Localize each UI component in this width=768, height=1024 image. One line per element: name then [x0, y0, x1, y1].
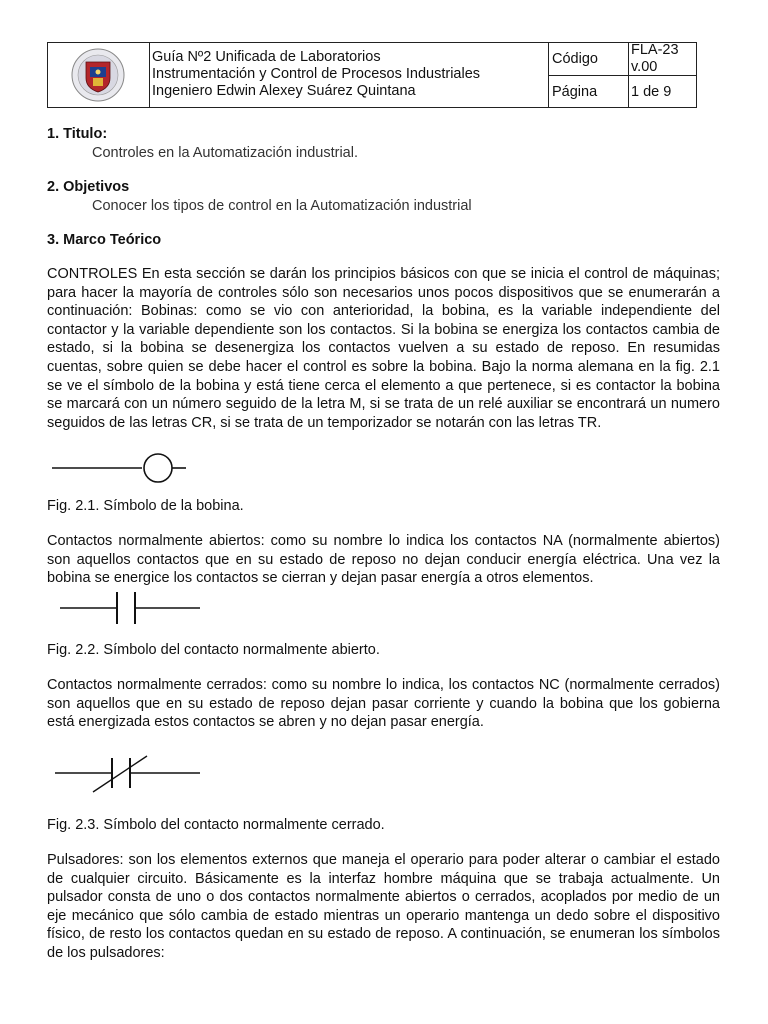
section-1-text: Controles en la Automatización industrial. — [92, 145, 358, 161]
page-label: Página — [552, 84, 598, 100]
paragraph-contactos-nc: Contactos normalmente cerrados: como su nombre lo indica, los contactos NC (normalmente cerrados) son aquellos que en su estado de reposo dejan pasar corriente y cuando la bobina que los gobierna está energizada estos contactos se abren y no dejan pasar energía. — [47, 677, 720, 731]
section-2-heading: 2. Objetivos — [47, 179, 130, 195]
figure-2-1-caption: Fig. 2.1. Símbolo de la bobina. — [47, 498, 244, 514]
figure-2-2-caption: Fig. 2.2. Símbolo del contacto normalmente abierto. — [47, 642, 380, 658]
page-value: 1 de 9 — [631, 84, 672, 100]
header-line-guide: Guía Nº2 Unificada de Laboratorios — [152, 49, 381, 65]
header-table — [47, 42, 697, 108]
code-value-line1: FLA-23 — [631, 42, 679, 58]
section-1-heading: 1. Titulo: — [47, 126, 108, 142]
figure-2-3-caption: Fig. 2.3. Símbolo del contacto normalmente cerrado. — [47, 817, 385, 833]
paragraph-contactos-na: Contactos normalmente abiertos: como su nombre lo indica los contactos NA (normalmente abiertos) son aquellos contactos que en su estado de reposo no dejan conducir energía eléctrica. Una vez la bobina se energice los contactos se cierran y dejan pasar energía a otros elementos. — [47, 533, 720, 587]
paragraph-controles: CONTROLES En esta sección se darán los principios básicos con que se inicia el control de máquinas; para hacer la mayoría de controles sólo son necesarios unos pocos dispositivos que se enumerarán a continuación: Bobinas: como se vio con anterioridad, la bobina, es la variable independiente del contactor y la variable dependiente son los contactos. Si la bobina se energiza los contactos cambia de estado, si la bobina se desenergiza los contactos vuelven a su estado de reposo. En resumidas cuentas, sobre quien se debe hacer el control es sobre la bobina. Bajo la norma alemana en la fig. 2.1 se ve el símbolo de la bobina y está tiene cerca el elemento a que pertenece, si es contactor la bobina se marcará con un número seguido de la letra M, si se trata de un relé auxiliar se encontrará un numero seguidos de las letras CR, si se trata de un temporizador se notarán con las letras TR. — [47, 266, 720, 431]
header-title-block — [152, 49, 547, 100]
code-value — [631, 42, 679, 76]
section-2-text: Conocer los tipos de control en la Automatización industrial — [92, 198, 472, 214]
header-line-instructor: Ingeniero Edwin Alexey Suárez Quintana — [152, 83, 416, 99]
normally-open-contact-diagram — [60, 592, 205, 626]
paragraph-pulsadores: Pulsadores: son los elementos externos que maneja el operario para poder alterar o cambiar el estado de cualquier circuito. Básicamente es la interfaz hombre máquina que se trabaja actualmente. Un pulsador consta de uno o dos contactos normalmente abiertos o cerrados, acoplados por medio de un eje mecánico que sólo cambia de estado mientras un operario mantenga un dedo sobre el dispositivo físico, de resto los contactos quedan en su estado de reposo. A continuación, se enumeran los símbolos de los pulsadores: — [47, 852, 720, 961]
code-value-line2: v.00 — [631, 59, 658, 75]
coil-symbol-diagram — [52, 453, 192, 483]
code-label: Código — [552, 51, 598, 67]
normally-closed-contact-diagram — [55, 756, 205, 794]
section-3-heading: 3. Marco Teórico — [47, 232, 162, 248]
header-line-course: Instrumentación y Control de Procesos Industriales — [152, 66, 481, 82]
university-seal-logo — [52, 48, 144, 102]
